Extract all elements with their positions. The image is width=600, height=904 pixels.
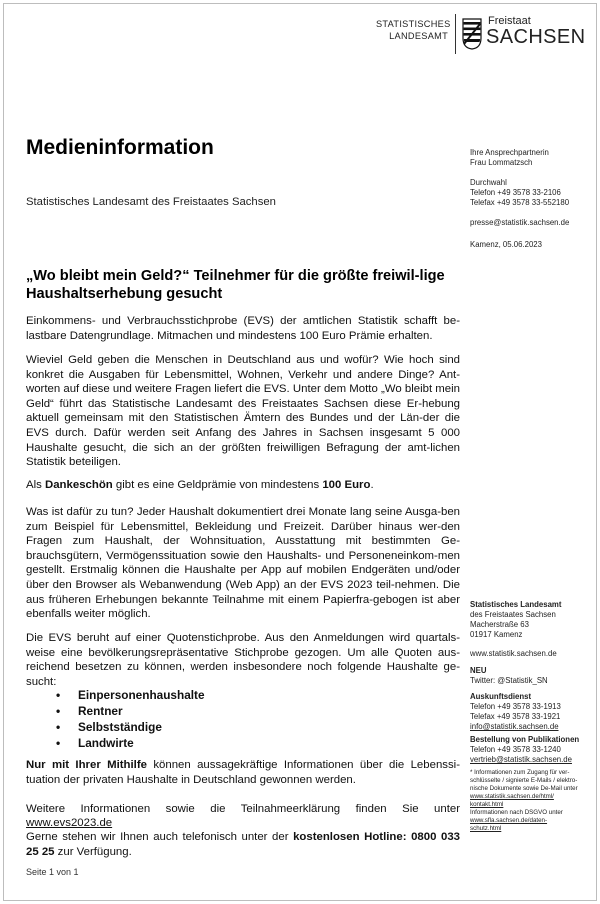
direct-dial-label: Durchwahl <box>470 178 507 187</box>
saxony-coat-of-arms-icon <box>462 18 482 50</box>
document-page <box>3 3 597 901</box>
info-email-link[interactable]: info@statistik.sachsen.de <box>470 722 559 731</box>
contact-phone: Telefon +49 3578 33-2106 <box>470 188 561 197</box>
sidebar-twitter: NEU Twitter: @Statistik_SN <box>470 666 548 685</box>
paragraph-info: Weitere Informationen sowie die Teilnahmeerklärung finden Sie unter <box>26 803 460 815</box>
list-item: • Selbstständige <box>56 719 205 735</box>
contact-info-link[interactable]: www.statistik.sachsen.de/html/ <box>470 793 554 800</box>
logo-divider <box>455 14 456 54</box>
statistik-logo-line2: LANDESAMT <box>389 31 448 41</box>
sachsen-label: SACHSEN <box>486 26 586 48</box>
sidebar-publications: Bestellung von Publikationen Telefon +49 3578 33-1240 vertrieb@statistik.sachsen.de <box>470 735 580 764</box>
paragraph-quota: Die EVS beruht auf einer Quotenstichprobe. Aus den Anmeldungen wird quartals-weise eine bevölkerungsrepräsentative Stichprobe gezogen. Um alle Quoten aus-reichend besetzen zu können, werden insbesondere noch folgende Haushalte ge-sucht: <box>26 632 460 688</box>
hotline-number: kostenlosen Hotline: 0800 033 25 25 <box>26 831 460 858</box>
list-item: • Rentner <box>56 703 205 719</box>
paragraph-hotline: Gerne stehen wir Ihnen auch telefonisch unter der kostenlosen Hotline: 0800 033 25 25 zur Verfügung. <box>26 831 460 858</box>
paragraph-reward: Als Dankeschön gibt es eine Geldprämie von mindestens 100 Euro. <box>26 479 374 491</box>
privacy-link[interactable]: www.sfla.sachsen.de/daten- <box>470 817 548 824</box>
contact-phone-block <box>470 178 569 208</box>
sidebar-info-service: Auskunftsdienst Telefon +49 3578 33-1913 Telefax +49 3578 33-1921 info@statistik.sachsen.de <box>470 692 561 731</box>
contact-fax: Telefax +49 3578 33-552180 <box>470 198 570 207</box>
paragraph-procedure: Was ist dafür zu tun? Jeder Haushalt dokumentiert drei Monate lang seine Ausga-ben zum Beispiel für Lebensmittel, Bekleidung und Freizeit. Darüber hinaus wer-den Fragen zum Haushalt, der Wohnsituation, Ausstattung mit bestimmten Ge-brauchsgütern, Vermögenssituation sowie den Haushalts- und Personeneinkom-men gestellt. Erstmalig können die Haushalte per App auf mobilen Endgeräten und/oder über den Browser als Webanwendung (Web App) an der EVS 2023 teil-nehmen. Die aus früheren Erhebungen bekannte Teilnahme mit einem Papierfra-gebogen ist aber ebenfalls weiter möglich. <box>26 506 460 621</box>
place-date: Kamenz, 05.06.2023 <box>470 240 542 249</box>
freistaat-label: Freistaat <box>488 15 531 27</box>
press-headline: „Wo bleibt mein Geld?“ Teilnehmer für die größte freiwil-lige Haushaltserhebung gesucht <box>26 268 445 302</box>
reward-thanks: Dankeschön <box>45 479 113 491</box>
list-item: • Einpersonenhaushalte <box>56 687 205 703</box>
org-name: Statistisches Landesamt <box>470 600 562 609</box>
statistik-logo <box>376 18 451 42</box>
page-number: Seite 1 von 1 <box>26 867 79 877</box>
intro-paragraph: Einkommens- und Verbrauchsstichprobe (EVS) der amtlichen Statistik schafft be-lastbare Datengrundlage. Mitmachen und mindestens 100 Euro Prämie erhalten. <box>26 315 460 342</box>
household-list <box>56 687 205 751</box>
reward-amount: 100 Euro <box>322 479 371 491</box>
list-item: • Landwirte <box>56 735 205 751</box>
paragraph-motto: Wieviel Geld geben die Menschen in Deutschland aus und wofür? Wie hoch sind konkret die Ausgaben für Lebensmittel, Wohnen, Verkehr und andere Dinge? Ant-worten auf diese und weitere Fragen liefert die EVS. Unter dem Motto „Wo bleibt mein Geld“ führt das Statistische Landesamt des Freistaates Sachsen diese Er-hebung aktuell gemeinsam mit den Statistischen Ämtern des Bundes und der Län-der die EVS durch. Dafür werden seit Anfang des Jahres in Sachsen insgesamt 5 000 Haushalte gesucht, die sich an der größten freiwilligen Befragung der amt-lichen Statistik beteiligen. <box>26 354 460 469</box>
twitter-handle: Twitter: @Statistik_SN <box>470 676 548 685</box>
publications-email-link[interactable]: vertrieb@statistik.sachsen.de <box>470 755 572 764</box>
evs-website-link[interactable]: www.evs2023.de <box>26 817 113 829</box>
sidebar-notes: * Informationen zum Zugang für ver- schlüsselte / signierte E-Mails / elektro- nische Dokumente sowie De-Mail unter www.statistik.sachsen.de/html/ kontakt.html Informationen nach DSGVO unter www.sfla.sachsen.de/daten- schutz.html <box>470 769 578 832</box>
sidebar-address: Statistisches Landesamt des Freistaates Sachsen Macherstraße 63 01917 Kamenz <box>470 600 562 639</box>
contact-label: Ihre Ansprechpartnerin <box>470 148 549 157</box>
paragraph-help: Nur mit Ihrer Mithilfe können aussagekräftige Informationen über die Lebenssi-tuation der privaten Haushalte in Deutschland gewonnen werden. <box>26 759 460 786</box>
contact-email-link[interactable]: presse@statistik.sachsen.de <box>470 218 570 227</box>
page-title: Medieninformation <box>26 136 214 159</box>
contact-name: Frau Lommatzsch <box>470 158 533 167</box>
sidebar-website-link[interactable]: www.statistik.sachsen.de <box>470 649 557 658</box>
issuer-name: Statistisches Landesamt des Freistaates Sachsen <box>26 196 276 208</box>
contact-block <box>470 148 549 168</box>
statistik-logo-line1: STATISTISCHES <box>376 19 451 29</box>
